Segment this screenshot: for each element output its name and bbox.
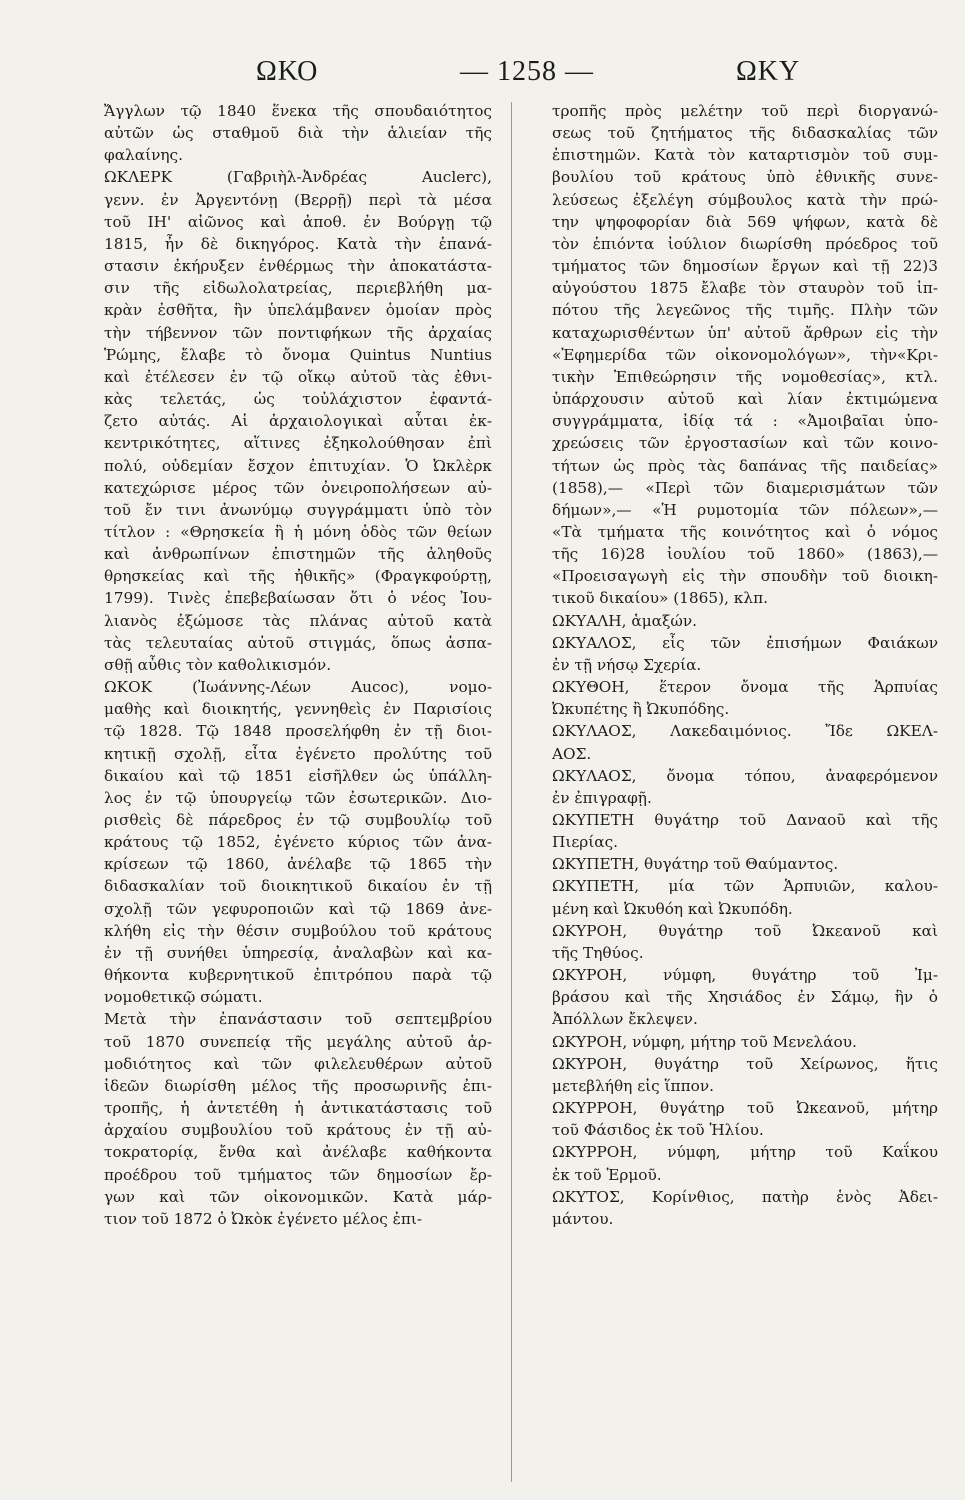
text-line: Ἀπόλλων ἔκλεψεν. [552,1010,698,1029]
text-line: νομοθετικῷ σώματι. [104,988,263,1007]
entry-paragraph [528,1031,938,1053]
text-line: τοῦ ΙΗ' αἰῶνος καὶ ἀποθ. ἐν Βούργῃ τῷ [104,212,492,231]
text-line: ΩΚΛΕΡΚ (Γαβριὴλ-Ἀνδρέας Auclerc), [104,168,492,187]
text-line: ΩΚΟΚ (Ἰωάννης-Λέων Aucoc), νομο- [104,678,492,697]
entry-paragraph [528,632,938,676]
entry-paragraph [528,809,938,853]
text-line: κατεχώρισε μέρος τῶν ὀνειροπολήσεων αὐ- [104,478,492,497]
text-line: σχολῇ τῶν γεφυροποιῶν καὶ τῷ 1869 ἀνε- [104,899,492,918]
text-line: κράτους τῷ 1852, ἐγένετο κύριος τῶν ἀνα- [104,833,492,852]
entry-paragraph [80,676,492,1008]
text-line: προέδρου τοῦ τμήματος τῶν δημοσίων ἔρ- [104,1165,492,1184]
header-left-guide-word: ΩΚΟ [256,56,319,87]
text-line: τικὴν Ἐπιθεώρησιν τῆς νομοθεσίας», κτλ. [552,367,938,386]
text-line: μένη καὶ Ὠκυθόη καὶ Ὠκυπόδη. [552,899,793,918]
entry-paragraph [528,920,938,964]
entry-paragraph [528,1141,938,1185]
text-line: ΩΚΥΡΟΗ, νύμφη, θυγάτηρ τοῦ Ἰμ- [552,966,938,985]
text-line: θρησκείας καὶ τῆς ἠθικῆς» (Φραγκφούρτῃ, [104,567,492,586]
text-line: ΩΚΥΑΛΗ, ἁμαξών. [552,611,698,630]
page-header [80,56,905,96]
entry-paragraph [528,676,938,720]
text-line: ΩΚΥΠΕΤΗ, μία τῶν Ἁρπυιῶν, καλου- [552,877,938,896]
text-line: μάντου. [552,1209,614,1228]
right-column [528,100,938,1230]
text-line: θήκοντα κυβερνητικοῦ ἐπιτρόπου παρὰ τῷ [104,966,492,985]
text-line: μαθὴς καὶ διοικητής, γεννηθεὶς ἐν Παρισίοις [104,700,492,719]
text-line: ΩΚΥΛΑΟΣ, Λακεδαιμόνιος. Ἴδε ΩΚΕΛ- [552,722,938,741]
text-line: λιανὸς ἐξώμοσε τὰς πλάνας αὐτοῦ κατὰ [104,611,492,630]
text-line: τιον τοῦ 1872 ὁ Ὠκὸκ ἐγένετο μέλος ἐπι- [104,1209,423,1228]
text-line: ὑπάρχουσιν αὐτοῦ καὶ λίαν ἐκτιμώμενα [552,390,938,409]
text-line: την ψηφοφορίαν διὰ 569 ψήφων, κατὰ δὲ [552,212,938,231]
text-line: λος ἐν τῷ ὑπουργείῳ τῶν ἐσωτερικῶν. Διο- [104,788,492,807]
text-line: ΩΚΥΡΟΗ, νύμφη, μήτηρ τοῦ Μενελάου. [552,1032,857,1051]
entry-paragraph [528,765,938,809]
text-line: τοῦ 1870 συνεπείᾳ τῆς μεγάλης αὐτοῦ ἁρ- [104,1032,492,1051]
text-line: «Ἐφημερίδα τῶν οἰκονομολόγων», τὴν«Κρι- [552,345,938,364]
text-line: γων καὶ τῶν οἰκονομικῶν. Κατὰ μάρ- [104,1187,492,1206]
text-line: κρίσεων τῷ 1860, ἀνέλαβε τῷ 1865 τὴν [104,855,492,874]
text-line: στασιν ἐκήρυξεν ἐνθέρμως τὴν ἀποκατάστα- [104,257,492,276]
text-line: καταχωρισθέντων ὑπ' αὐτοῦ ἄρθρων εἰς τὴν [552,323,938,342]
text-line: κεντρικότητες, αἵτινες ἐξηκολούθησαν ἐπὶ [104,434,492,453]
text-line: πολύ, οὐδεμίαν ἔσχον ἐπιτυχίαν. Ὁ Ὠκλὲρκ [104,456,492,475]
text-line: Μετὰ τὴν ἐπανάστασιν τοῦ σεπτεμβρίου [104,1010,492,1029]
text-line: Ῥώμης, ἔλαβε τὸ ὄνομα Quintus Nuntius [104,345,492,364]
text-line: τροπῆς, ἡ ἀντετέθη ἡ ἀντικατάστασις τοῦ [104,1099,492,1118]
text-line: τῷ 1828. Τῷ 1848 προσελήφθη ἐν τῇ διοι- [104,722,492,741]
text-line: ἐπιστημῶν. Κατὰ τὸν καταρτισμὸν τοῦ συμ- [552,146,938,165]
header-right-guide-word: ΩΚΥ [736,56,801,87]
text-line: (1858),— «Περὶ τῶν διαμερισμάτων τῶν [552,478,938,497]
text-line: τοκρατορίᾳ, ἔνθα καὶ ἀνέλαβε καθήκοντα [104,1143,492,1162]
text-line: καὶ ἐτέλεσεν ἐν τῷ οἴκῳ αὐτοῦ τὰς ἐθνι- [104,367,492,386]
entry-paragraph [528,610,938,632]
text-line: βουλίου τοῦ κράτους ὑπὸ ἐθνικῆς συνε- [552,168,938,187]
text-line: τοῦ ἔν τινι ἀνωνύμῳ συγγράμματι ὑπὸ τὸν [104,500,492,519]
text-line: τῆς 16)28 ἰουλίου τοῦ 1860» (1863),— [552,545,938,564]
text-line: μετεβλήθη εἰς ἵππον. [552,1076,715,1095]
entry-paragraph [528,964,938,1030]
text-line: ἐν τῇ συνήθει ὑπηρεσίᾳ, ἀναλαβὼν καὶ κα- [104,943,492,962]
text-line: ἰδεῶν διωρίσθη μέλος τῆς προσωρινῆς ἐπι- [104,1076,492,1095]
text-line: «Προεισαγωγὴ εἰς τὴν σπουδὴν τοῦ διοικη- [552,567,938,586]
text-line: 1799). Τινὲς ἐπεβεβαίωσαν ὅτι ὁ νέος Ἰου- [104,589,492,608]
text-line: «Τὰ τμήματα τῆς κοινότητος καὶ ὁ νόμος [552,522,938,541]
text-line: ΩΚΥΡΡΟΗ, θυγάτηρ τοῦ Ὠκεανοῦ, μήτηρ [552,1099,938,1118]
text-line: κὰς τελετάς, ὡς τοὐλάχιστον ἐφαντά- [104,390,492,409]
text-line: Πιερίας. [552,833,619,852]
text-line: ΩΚΥΡΡΟΗ, νύμφη, μήτηρ τοῦ Καΐκου [552,1143,938,1162]
text-line: ΩΚΥΠΕΤΗ, θυγάτηρ τοῦ Θαύμαντος. [552,855,839,874]
text-line: ἀρχαίου συμβουλίου τοῦ κράτους ἐν τῇ αὐ- [104,1121,492,1140]
text-line: τοῦ Φάσιδος ἐκ τοῦ Ἡλίου. [552,1121,764,1140]
text-line: διδασκαλίαν τοῦ διοικητικοῦ δικαίου ἐν τῇ [104,877,492,896]
text-line: κρὰν ἐσθῆτα, ἣν ὑπελάμβανεν ὁμοίαν πρὸς [104,301,492,320]
text-line: τμήματος τῶν δημοσίων ἔργων καὶ τῇ 22)3 [552,257,938,276]
column-divider [511,102,512,1482]
text-line: ΩΚΥΛΑΟΣ, ὄνομα τόπου, ἀναφερόμενον [552,766,938,785]
text-line: κλήθη εἰς τὴν θέσιν συμβούλου τοῦ κράτους [104,921,492,940]
text-line: ΑΟΣ. [552,744,592,763]
text-line: ΩΚΥΤΟΣ, Κορίνθιος, πατὴρ ἑνὸς Ἀδει- [552,1187,938,1206]
text-line: συγγράμματα, ἰδίᾳ τά : «Ἀμοιβαῖαι ὑπο- [552,412,938,431]
text-line: μοδιότητος καὶ τῶν φιλελευθέρων αὐτοῦ [104,1054,492,1073]
text-line: τὰς τελευταίας αὐτοῦ στιγμάς, ὅπως ἀσπα- [104,633,492,652]
text-line: τῆς Τηθύος. [552,943,644,962]
entry-paragraph [528,1053,938,1097]
text-line: τήτων ὡς πρὸς τὰς δαπάνας τῆς παιδείας» [552,456,938,475]
text-line: ἐκ τοῦ Ἑρμοῦ. [552,1165,662,1184]
left-column [80,100,492,1230]
text-line: σθῇ αὖθις τὸν καθολικισμόν. [104,655,332,674]
text-line: φαλαίνης. [104,146,183,165]
text-line: 1815, ἦν δὲ δικηγόρος. Κατὰ τὴν ἐπανά- [104,234,492,253]
text-line: τίτλον : «Θρησκεία ἢ ἡ μόνη ὁδὸς τῶν θείων [104,522,492,541]
text-line: Ἄγγλων τῷ 1840 ἕνεκα τῆς σπουδαιότητος [104,102,492,120]
text-line: ρισθεὶς δὲ πάρεδρος ἐν τῷ συμβουλίῳ τοῦ [104,811,492,829]
text-line: ΩΚΥΠΕΤΗ θυγάτηρ τοῦ Δαναοῦ καὶ τῆς [552,811,938,829]
text-line: ΩΚΥΡΟΗ, θυγάτηρ τοῦ Ὠκεανοῦ καὶ [552,921,938,940]
text-line: ΩΚΥΡΟΗ, θυγάτηρ τοῦ Χείρωνος, ἥτις [552,1054,938,1073]
entry-paragraph [80,166,492,676]
text-line: βράσου καὶ τῆς Χησιάδος ἐν Σάμῳ, ἣν ὁ [552,988,938,1007]
text-line: τὴν τήβεννον τῶν ποντιφήκων τῆς ἀρχαίας [104,323,492,342]
text-line: τικοῦ δικαίου» (1865), κλπ. [552,589,768,608]
text-line: γενν. ἐν Ἀργεντόνῃ (Βερρῇ) περὶ τὰ μέσα [104,190,492,209]
text-line: ζετο αὐτάς. Αἱ ἀρχαιολογικαὶ αὗται ἐκ- [104,412,492,431]
text-line: ἐν τῇ νήσῳ Σχερία. [552,655,702,674]
entry-paragraph [528,100,938,610]
entry-paragraph [80,100,492,166]
entry-paragraph [528,1097,938,1141]
text-line: χρεώσεις τῶν ἐργοστασίων καὶ τῶν κοινο- [552,434,938,453]
entry-paragraph [528,720,938,764]
text-line: σεως τοῦ ζητήματος τῆς διδασκαλίας τῶν [552,124,938,143]
text-line: πότου τῆς λεγεῶνος τῆς τιμῆς. Πλὴν τῶν [552,301,938,320]
text-line: Ὠκυπέτης ἢ Ὠκυπόδης. [552,700,730,719]
page-number: — 1258 — [460,56,594,87]
text-line: ΩΚΥΘΟΗ, ἕτερον ὄνομα τῆς Ἁρπυίας [552,678,938,697]
text-line: δικαίου καὶ τῷ 1851 εἰσῆλθεν ὡς ὑπάλλη- [104,766,492,785]
entry-paragraph [528,875,938,919]
text-line: τὸν ἐπιόντα ἰούλιον διωρίσθη πρόεδρος τοῦ [552,234,938,253]
text-line: αὐγούστου 1875 ἔλαβε τὸν σταυρὸν τοῦ ἱπ- [552,279,938,298]
text-line: κητικῇ σχολῇ, εἶτα ἐγένετο προλύτης τοῦ [104,744,492,763]
text-line: ΩΚΥΑΛΟΣ, εἷς τῶν ἐπισήμων Φαιάκων [552,633,938,652]
text-line: λεύσεως ἐξελέγη σύμβουλος κατὰ τὴν πρώ- [552,190,938,209]
entry-paragraph [528,853,938,875]
text-line: δήμων»,— «Ἡ ρυμοτομία τῶν πόλεων»,— [552,500,938,519]
entry-paragraph [528,1186,938,1230]
text-line: σιν τῆς εἰδωλολατρείας, περιεβλήθη μα- [104,279,492,298]
text-line: τροπῆς πρὸς μελέτην τοῦ περὶ διοργανώ- [552,102,938,120]
text-line: αὐτῶν ὡς σταθμοῦ διὰ τὴν ἁλιείαν τῆς [104,124,492,143]
entry-paragraph [80,1008,492,1230]
text-line: καὶ ἀνθρωπίνων ἐπιστημῶν τῆς ἀληθοῦς [104,545,492,564]
text-line: ἐν ἐπιγραφῇ. [552,788,652,807]
